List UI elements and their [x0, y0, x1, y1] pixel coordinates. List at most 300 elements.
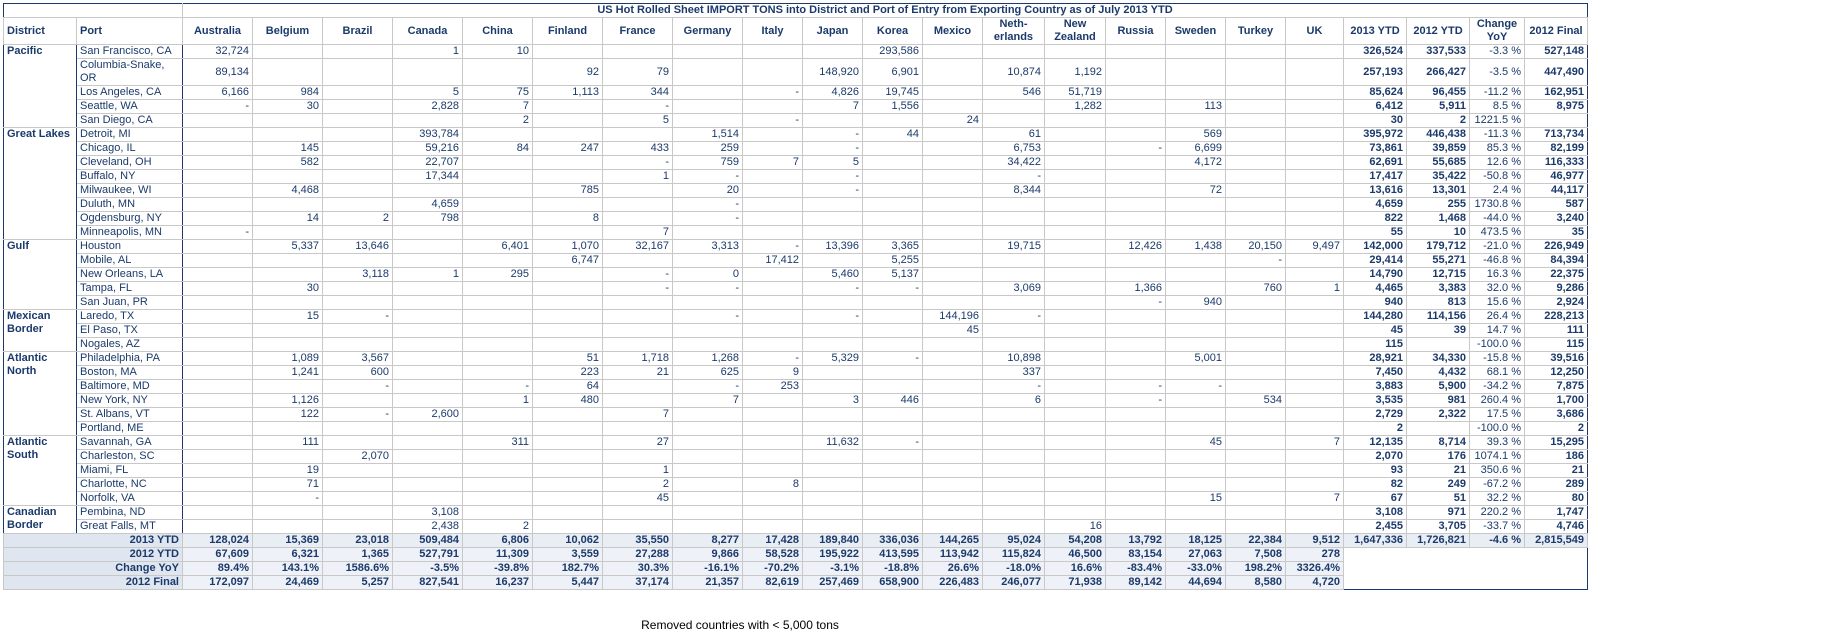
table-row[interactable]	[4, 240, 1588, 254]
district-cell: Gulf	[4, 240, 77, 310]
country-value-cell	[533, 268, 603, 282]
country-value-cell	[1106, 450, 1166, 464]
country-value-cell	[673, 100, 743, 114]
country-value-cell	[463, 366, 533, 380]
table-row[interactable]	[4, 254, 1588, 268]
country-value-cell: 984	[253, 86, 323, 100]
totals-value-cell: -18.0%	[983, 562, 1045, 576]
country-value-cell	[1106, 100, 1166, 114]
country-value-cell	[673, 492, 743, 506]
country-value-cell	[533, 464, 603, 478]
district-cell: Pacific	[4, 45, 77, 128]
port-cell: New Orleans, LA	[77, 268, 183, 282]
country-value-cell	[393, 436, 463, 450]
country-value-cell	[183, 492, 253, 506]
country-value-cell: 72	[1166, 184, 1226, 198]
country-value-cell	[393, 240, 463, 254]
ytd-2012-cell: 179,712	[1407, 240, 1470, 254]
ytd-2013-cell: 257,193	[1344, 59, 1407, 86]
ytd-2013-total	[1344, 548, 1407, 562]
country-value-cell	[743, 394, 803, 408]
country-value-cell	[463, 282, 533, 296]
country-value-cell: -	[603, 282, 673, 296]
country-value-cell	[863, 338, 923, 352]
country-value-cell	[603, 520, 673, 534]
country-value-cell	[1286, 114, 1344, 128]
country-value-cell: 8	[743, 478, 803, 492]
country-value-cell	[1286, 464, 1344, 478]
totals-value-cell: -3.1%	[803, 562, 863, 576]
country-value-cell: 4,468	[253, 184, 323, 198]
country-value-cell: -	[253, 492, 323, 506]
country-value-cell	[393, 296, 463, 310]
country-value-cell	[1226, 128, 1286, 142]
ytd-2012-cell: 446,438	[1407, 128, 1470, 142]
country-value-cell	[673, 422, 743, 436]
country-value-cell	[323, 492, 393, 506]
country-value-cell: 1,268	[673, 352, 743, 366]
country-value-cell	[603, 310, 673, 324]
country-value-cell	[323, 184, 393, 198]
country-value-cell	[463, 296, 533, 310]
country-value-cell	[393, 59, 463, 86]
ytd-2013-cell: 29,414	[1344, 254, 1407, 268]
totals-value-cell: 1586.6%	[323, 562, 393, 576]
country-value-cell	[743, 408, 803, 422]
totals-value-cell: 27,063	[1166, 548, 1226, 562]
table-row[interactable]	[4, 45, 1588, 59]
country-value-cell	[923, 142, 983, 156]
change-yoy-cell: -11.2 %	[1470, 86, 1525, 100]
table-row[interactable]	[4, 296, 1588, 310]
country-value-cell	[393, 394, 463, 408]
country-value-cell: -	[743, 352, 803, 366]
country-value-cell: 30	[253, 100, 323, 114]
table-row[interactable]	[4, 422, 1588, 436]
country-value-cell: 1,113	[533, 86, 603, 100]
country-value-cell: 71	[253, 478, 323, 492]
table-row[interactable]	[4, 114, 1588, 128]
country-value-cell	[533, 156, 603, 170]
country-value-cell	[1045, 366, 1106, 380]
country-value-cell: -	[603, 268, 673, 282]
country-value-cell	[183, 184, 253, 198]
country-value-cell	[1045, 310, 1106, 324]
final-2012-cell: 2	[1525, 422, 1588, 436]
final-2012-cell: 527,148	[1525, 45, 1588, 59]
country-value-cell: 13,646	[323, 240, 393, 254]
country-value-cell	[863, 478, 923, 492]
country-value-cell: -	[323, 380, 393, 394]
country-value-cell	[983, 520, 1045, 534]
country-value-cell: -	[743, 240, 803, 254]
table-row[interactable]	[4, 282, 1588, 296]
country-value-cell	[1166, 198, 1226, 212]
country-value-cell: 64	[533, 380, 603, 394]
country-value-cell	[863, 296, 923, 310]
country-value-cell	[673, 450, 743, 464]
totals-value-cell: 17,428	[743, 534, 803, 548]
country-value-cell	[1226, 478, 1286, 492]
table-row[interactable]	[4, 436, 1588, 450]
ytd-2012-cell: 981	[1407, 394, 1470, 408]
country-value-cell	[183, 198, 253, 212]
ytd-2013-cell: 3,108	[1344, 506, 1407, 520]
ytd-2013-cell: 73,861	[1344, 142, 1407, 156]
table-row[interactable]	[4, 156, 1588, 170]
country-value-cell	[533, 506, 603, 520]
country-value-cell: 546	[983, 86, 1045, 100]
country-value-cell: 2	[323, 212, 393, 226]
column-header-country-13: New Zealand	[1045, 18, 1106, 45]
country-value-cell	[533, 100, 603, 114]
change-yoy-cell: 12.6 %	[1470, 156, 1525, 170]
country-value-cell	[463, 170, 533, 184]
country-value-cell: 32,167	[603, 240, 673, 254]
country-value-cell: 3,118	[323, 268, 393, 282]
country-value-cell	[923, 254, 983, 268]
country-value-cell	[393, 254, 463, 268]
country-value-cell: -	[673, 310, 743, 324]
country-value-cell	[183, 254, 253, 268]
port-cell: Chicago, IL	[77, 142, 183, 156]
country-value-cell	[603, 45, 673, 59]
country-value-cell	[983, 436, 1045, 450]
country-value-cell	[863, 506, 923, 520]
table-row[interactable]	[4, 184, 1588, 198]
title-corner	[4, 4, 183, 18]
table-row[interactable]	[4, 450, 1588, 464]
country-value-cell	[1045, 240, 1106, 254]
country-value-cell	[743, 436, 803, 450]
country-value-cell: -	[983, 380, 1045, 394]
country-value-cell: 5	[393, 86, 463, 100]
country-value-cell	[393, 366, 463, 380]
country-value-cell: 111	[253, 436, 323, 450]
table-row[interactable]	[4, 338, 1588, 352]
change-yoy-cell: 1221.5 %	[1470, 114, 1525, 128]
totals-value-cell: 16.6%	[1045, 562, 1106, 576]
final-2012-cell: 3,240	[1525, 212, 1588, 226]
country-value-cell	[1226, 212, 1286, 226]
country-value-cell	[923, 226, 983, 240]
country-value-cell	[253, 59, 323, 86]
country-value-cell	[463, 506, 533, 520]
country-value-cell: 7	[603, 408, 673, 422]
totals-row	[4, 562, 1588, 576]
country-value-cell	[533, 520, 603, 534]
country-value-cell	[1166, 59, 1226, 86]
port-cell: Charlotte, NC	[77, 478, 183, 492]
totals-value-cell: 257,469	[803, 576, 863, 590]
totals-value-cell: 246,077	[983, 576, 1045, 590]
country-value-cell	[1286, 198, 1344, 212]
country-value-cell: 144,196	[923, 310, 983, 324]
port-cell: New York, NY	[77, 394, 183, 408]
country-value-cell: 45	[603, 492, 673, 506]
country-value-cell	[603, 254, 673, 268]
country-value-cell	[803, 324, 863, 338]
final-2012-cell: 44,117	[1525, 184, 1588, 198]
country-value-cell: 7	[463, 100, 533, 114]
ytd-2013-cell: 67	[1344, 492, 1407, 506]
country-value-cell	[463, 352, 533, 366]
country-value-cell: 3,365	[863, 240, 923, 254]
country-value-cell	[1045, 338, 1106, 352]
column-header-country-11: Mexico	[923, 18, 983, 45]
country-value-cell	[803, 226, 863, 240]
country-value-cell: 785	[533, 184, 603, 198]
country-value-cell	[463, 450, 533, 464]
country-value-cell: 625	[673, 366, 743, 380]
table-row[interactable]	[4, 268, 1588, 282]
country-value-cell: 259	[673, 142, 743, 156]
totals-value-cell: 13,792	[1106, 534, 1166, 548]
table-row[interactable]	[4, 492, 1588, 506]
ytd-2012-cell	[1407, 422, 1470, 436]
country-value-cell: 1,192	[1045, 59, 1106, 86]
table-row[interactable]	[4, 366, 1588, 380]
table-row[interactable]	[4, 506, 1588, 520]
country-value-cell: -	[673, 198, 743, 212]
country-value-cell	[923, 408, 983, 422]
country-value-cell	[923, 100, 983, 114]
country-value-cell	[803, 296, 863, 310]
country-value-cell: 21	[603, 366, 673, 380]
table-row[interactable]	[4, 324, 1588, 338]
table-row[interactable]	[4, 212, 1588, 226]
country-value-cell	[253, 338, 323, 352]
country-value-cell	[183, 128, 253, 142]
country-value-cell	[323, 226, 393, 240]
country-value-cell	[463, 464, 533, 478]
final-2012-cell: 15,295	[1525, 436, 1588, 450]
country-value-cell	[1286, 254, 1344, 268]
table-row[interactable]	[4, 128, 1588, 142]
country-value-cell	[253, 520, 323, 534]
change-yoy-cell: -11.3 %	[1470, 128, 1525, 142]
country-value-cell	[1166, 226, 1226, 240]
country-value-cell	[183, 310, 253, 324]
country-value-cell	[463, 422, 533, 436]
country-value-cell	[1106, 436, 1166, 450]
totals-value-cell: 128,024	[183, 534, 253, 548]
country-value-cell	[983, 100, 1045, 114]
ytd-2012-cell: 51	[1407, 492, 1470, 506]
country-value-cell	[983, 324, 1045, 338]
country-value-cell	[603, 184, 673, 198]
country-value-cell: 1,241	[253, 366, 323, 380]
country-value-cell: 148,920	[803, 59, 863, 86]
country-value-cell	[803, 408, 863, 422]
country-value-cell	[673, 506, 743, 520]
country-value-cell: 1	[1286, 282, 1344, 296]
country-value-cell	[393, 114, 463, 128]
final-2012-cell: 228,213	[1525, 310, 1588, 324]
country-value-cell	[1226, 422, 1286, 436]
totals-value-cell: 30.3%	[603, 562, 673, 576]
country-value-cell: 1,366	[1106, 282, 1166, 296]
country-value-cell	[743, 338, 803, 352]
change-yoy-cell: -34.2 %	[1470, 380, 1525, 394]
country-value-cell: 393,784	[393, 128, 463, 142]
country-value-cell: -	[803, 310, 863, 324]
country-value-cell: 7	[1286, 436, 1344, 450]
totals-value-cell: 143.1%	[253, 562, 323, 576]
country-value-cell	[323, 86, 393, 100]
ytd-2012-cell: 39	[1407, 324, 1470, 338]
ytd-2012-cell: 10	[1407, 226, 1470, 240]
country-value-cell	[393, 282, 463, 296]
country-value-cell: 1,514	[673, 128, 743, 142]
country-value-cell	[1045, 198, 1106, 212]
table-row[interactable]	[4, 352, 1588, 366]
ytd-2013-cell: 822	[1344, 212, 1407, 226]
country-value-cell	[673, 254, 743, 268]
country-value-cell: 4,659	[393, 198, 463, 212]
country-value-cell	[983, 450, 1045, 464]
country-value-cell	[743, 324, 803, 338]
country-value-cell	[1106, 268, 1166, 282]
ytd-2012-cell	[1407, 338, 1470, 352]
totals-value-cell: 336,036	[863, 534, 923, 548]
country-value-cell: -	[323, 310, 393, 324]
country-value-cell	[1106, 324, 1166, 338]
ytd-2013-cell: 144,280	[1344, 310, 1407, 324]
ytd-2013-cell: 30	[1344, 114, 1407, 128]
country-value-cell	[1106, 254, 1166, 268]
column-header-country-12: Neth-erlands	[983, 18, 1045, 45]
table-row[interactable]	[4, 380, 1588, 394]
country-value-cell	[323, 324, 393, 338]
country-value-cell: -	[743, 86, 803, 100]
table-row[interactable]	[4, 394, 1588, 408]
totals-value-cell: 89,142	[1106, 576, 1166, 590]
country-value-cell	[923, 380, 983, 394]
table-row[interactable]	[4, 142, 1588, 156]
totals-value-cell: 5,447	[533, 576, 603, 590]
country-value-cell: -	[803, 142, 863, 156]
country-value-cell	[183, 478, 253, 492]
change-yoy-cell: 32.0 %	[1470, 282, 1525, 296]
country-value-cell: 51	[533, 352, 603, 366]
totals-row	[4, 548, 1588, 562]
totals-value-cell: -70.2%	[743, 562, 803, 576]
ytd-2013-cell: 4,659	[1344, 198, 1407, 212]
ytd-2013-total	[1344, 576, 1407, 590]
change-yoy-cell: -44.0 %	[1470, 212, 1525, 226]
table-row[interactable]	[4, 520, 1588, 534]
country-value-cell	[803, 506, 863, 520]
country-value-cell	[923, 59, 983, 86]
country-value-cell	[533, 45, 603, 59]
country-value-cell	[1045, 45, 1106, 59]
change-yoy-cell: 68.1 %	[1470, 366, 1525, 380]
country-value-cell	[183, 436, 253, 450]
ytd-2013-cell: 2,070	[1344, 450, 1407, 464]
country-value-cell	[803, 520, 863, 534]
country-value-cell	[1286, 338, 1344, 352]
country-value-cell	[1166, 282, 1226, 296]
table-row[interactable]	[4, 100, 1588, 114]
table-row[interactable]	[4, 170, 1588, 184]
country-value-cell	[1226, 366, 1286, 380]
table-row[interactable]	[4, 464, 1588, 478]
country-value-cell	[533, 408, 603, 422]
country-value-cell	[1226, 86, 1286, 100]
country-value-cell: 11,632	[803, 436, 863, 450]
country-value-cell	[323, 464, 393, 478]
country-value-cell	[1286, 212, 1344, 226]
country-value-cell	[863, 226, 923, 240]
country-value-cell: 480	[533, 394, 603, 408]
country-value-cell	[923, 464, 983, 478]
country-value-cell: 84	[463, 142, 533, 156]
country-value-cell: 253	[743, 380, 803, 394]
table-row[interactable]	[4, 310, 1588, 324]
totals-value-cell: 113,942	[923, 548, 983, 562]
country-value-cell	[1045, 324, 1106, 338]
country-value-cell	[1166, 254, 1226, 268]
country-value-cell	[1226, 464, 1286, 478]
country-value-cell	[923, 422, 983, 436]
country-value-cell: 79	[603, 59, 673, 86]
column-header-country-0: Australia	[183, 18, 253, 45]
country-value-cell	[253, 45, 323, 59]
table-row[interactable]	[4, 226, 1588, 240]
final-2012-cell: 162,951	[1525, 86, 1588, 100]
country-value-cell	[1166, 422, 1226, 436]
change-yoy-cell: -3.3 %	[1470, 45, 1525, 59]
column-header-country-8: Italy	[743, 18, 803, 45]
country-value-cell	[923, 212, 983, 226]
change-yoy-cell: 2.4 %	[1470, 184, 1525, 198]
totals-value-cell: 27,288	[603, 548, 673, 562]
country-value-cell: 34,422	[983, 156, 1045, 170]
country-value-cell	[533, 296, 603, 310]
table-row[interactable]	[4, 86, 1588, 100]
country-value-cell	[1226, 100, 1286, 114]
country-value-cell: -	[1166, 380, 1226, 394]
country-value-cell	[393, 422, 463, 436]
totals-value-cell: 195,922	[803, 548, 863, 562]
country-value-cell	[1286, 352, 1344, 366]
country-value-cell: 5,329	[803, 352, 863, 366]
country-value-cell: 19,745	[863, 86, 923, 100]
country-value-cell	[1226, 352, 1286, 366]
table-row[interactable]	[4, 198, 1588, 212]
country-value-cell	[1226, 296, 1286, 310]
country-value-cell: 1	[603, 464, 673, 478]
totals-value-cell: 10,062	[533, 534, 603, 548]
ytd-2012-cell: 21	[1407, 464, 1470, 478]
country-value-cell: -	[463, 380, 533, 394]
ytd-2012-cell: 35,422	[1407, 170, 1470, 184]
ytd-2013-cell: 14,790	[1344, 268, 1407, 282]
country-value-cell	[923, 156, 983, 170]
country-value-cell	[1045, 506, 1106, 520]
country-value-cell	[183, 338, 253, 352]
table-row[interactable]	[4, 59, 1588, 86]
country-value-cell	[533, 114, 603, 128]
country-value-cell: -	[863, 282, 923, 296]
table-row[interactable]	[4, 408, 1588, 422]
final-2012-total	[1525, 576, 1588, 590]
ytd-2012-cell: 13,301	[1407, 184, 1470, 198]
country-value-cell: 433	[603, 142, 673, 156]
table-row[interactable]	[4, 478, 1588, 492]
country-value-cell: -	[1106, 380, 1166, 394]
